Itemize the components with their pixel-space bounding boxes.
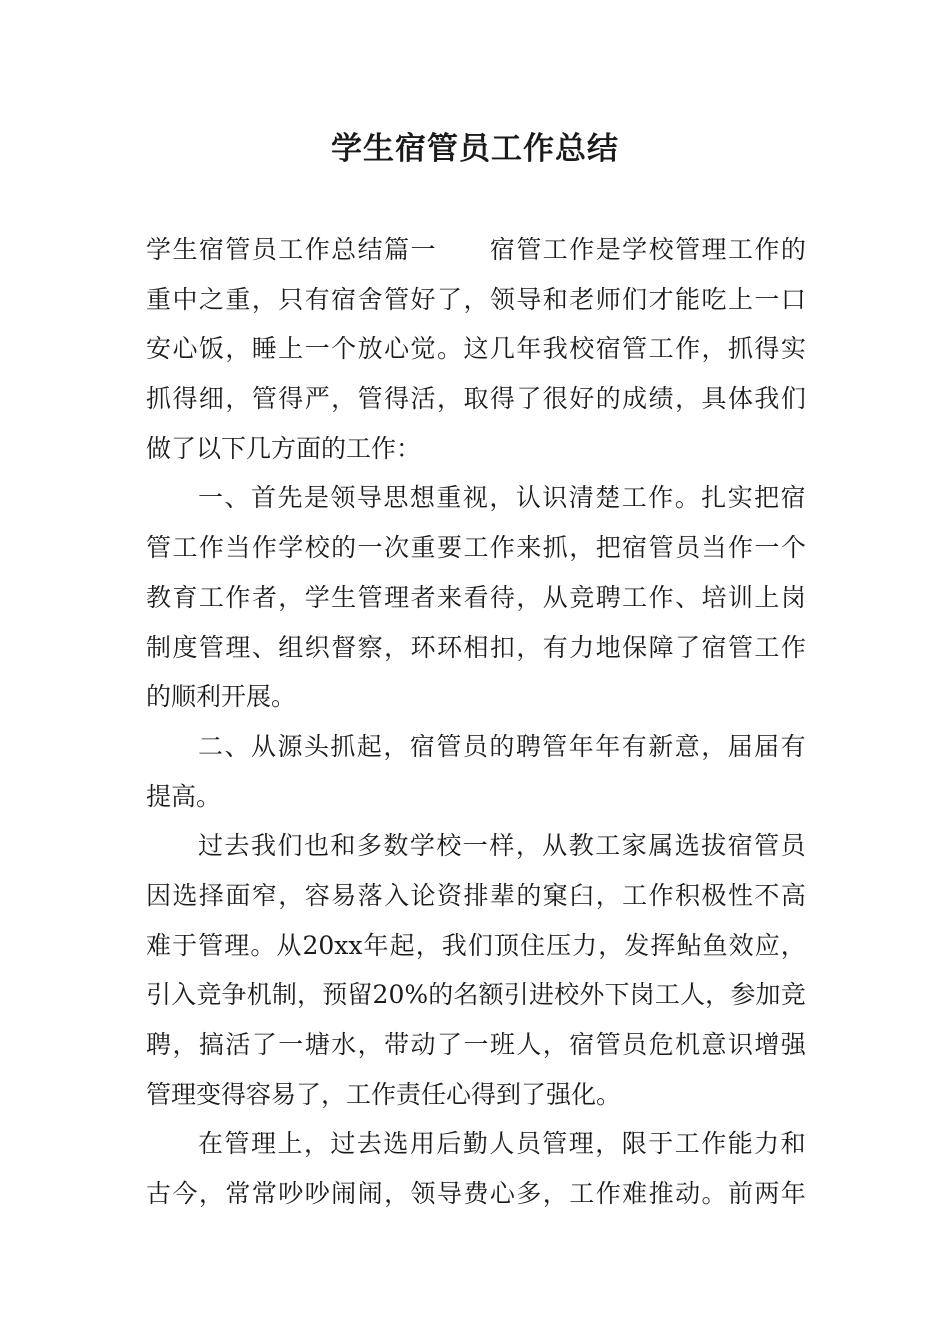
document-title: 学生宿管员工作总结 (331, 131, 619, 167)
text-line: 古 今 ， 常 常 吵 吵 闹 闹 ， 领 导 费 心 多 ， 工 作 难 推 动 。 前 两 年 (146, 1179, 806, 1209)
text-line: 过 去 我 们 也 和 多 数 学 校 一 样 ， 从 教 工 家 属 选 拔 宿 管 员 (198, 831, 806, 861)
text-line: 一 、 首 先 是 领 导 思 想 重 视 ， 认 识 清 楚 工 作 。 扎 实 把 宿 (198, 483, 806, 513)
text-line: 管理变得容易了，工作责任心得到了强化。 (146, 1079, 622, 1109)
text-line: 做了以下几方面的工作： (146, 433, 422, 463)
text-line: 二 、 从 源 头 抓 起 ， 宿 管 员 的 聘 管 年 年 有 新 意 ， 届 届 有 (198, 731, 806, 761)
text-line: 提高。 (146, 781, 222, 811)
text-line: 管 工 作 当 作 学 校 的 一 次 重 要 工 作 来 抓 ， 把 宿 管 员 当 作 一 个 (146, 533, 806, 563)
text-line: 教 育 工 作 者 ， 学 生 管 理 者 来 看 待 ， 从 竞 聘 工 作 、 培 训 上 岗 (146, 582, 806, 612)
text-line: 因 选 择 面 窄 ， 容 易 落 入 论 资 排 辈 的 窠 臼 ， 工 作 积 极 性 不 高 (146, 880, 806, 910)
document-body (146, 225, 806, 1219)
text-line: 难 于 管 理 。 从 20xx 年 起 ， 我 们 顶 住 压 力 ， 发 挥 鲇 鱼 效 应 ， (146, 930, 806, 960)
text-line: 重 中 之 重 ， 只 有 宿 舍 管 好 了 ， 领 导 和 老 师 们 才 能 吃 上 一 口 (146, 284, 806, 314)
text-line: 抓 得 细 ， 管 得 严 ， 管 得 活 ， 取 得 了 很 好 的 成 绩 ， 具 体 我 们 (146, 384, 806, 414)
text-line: 安 心 饭 ， 睡 上 一 个 放 心 觉 。 这 几 年 我 校 宿 管 工 作 ， 抓 得 实 (146, 334, 806, 364)
text-line: 学 生 宿 管 员 工 作 总 结 篇 一 宿 管 工 作 是 学 校 管 理 工 作 的 (146, 235, 806, 264)
text-line: 聘 ， 搞 活 了 一 塘 水 ， 带 动 了 一 班 人 ， 宿 管 员 危 机 意 识 增 强 (146, 1030, 806, 1059)
text-line: 的顺利开展。 (146, 682, 297, 712)
text-line: 引 入 竞 争 机 制 ， 预 留 20% 的 名 额 引 进 校 外 下 岗 工 人 ， 参 加 竞 (146, 980, 806, 1010)
text-line: 在 管 理 上 ， 过 去 选 用 后 勤 人 员 管 理 ， 限 于 工 作 能 力 和 (198, 1129, 806, 1159)
text-line: 制 度 管 理 、 组 织 督 察 ， 环 环 相 扣 ， 有 力 地 保 障 了 宿 管 工 作 (146, 632, 806, 662)
